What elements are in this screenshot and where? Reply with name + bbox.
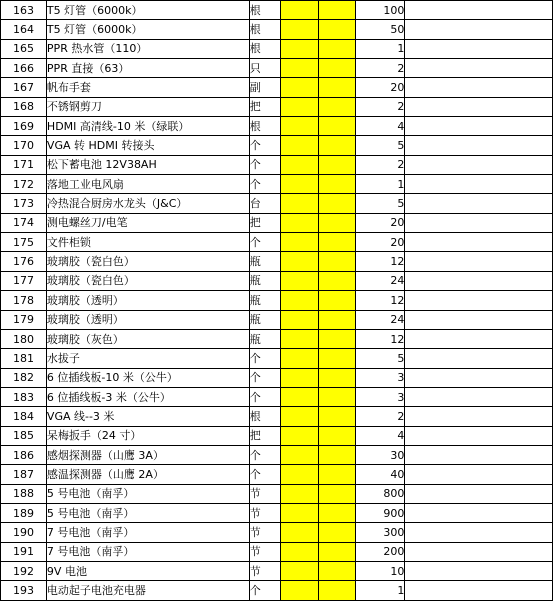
cell-unit-price[interactable] xyxy=(280,233,318,252)
cell-unit[interactable]: 个 xyxy=(249,175,280,194)
table-row xyxy=(1,523,553,542)
cell-remark[interactable] xyxy=(405,194,553,213)
cell-unit-price[interactable] xyxy=(280,252,318,271)
cell-remark[interactable] xyxy=(405,59,553,78)
cell-item-name[interactable]: T5 灯管（6000k） xyxy=(46,20,249,39)
table-row xyxy=(1,581,553,600)
cell-remark[interactable] xyxy=(405,175,553,194)
cell-number[interactable]: 164 xyxy=(1,20,47,39)
cell-number[interactable]: 181 xyxy=(1,349,47,368)
cell-quantity[interactable]: 3 xyxy=(356,387,405,406)
cell-number[interactable]: 170 xyxy=(1,136,47,155)
cell-amount[interactable] xyxy=(318,368,356,387)
table-row xyxy=(1,426,553,445)
cell-amount[interactable] xyxy=(318,561,356,580)
cell-unit-price[interactable] xyxy=(280,329,318,348)
cell-remark[interactable] xyxy=(405,426,553,445)
cell-quantity[interactable]: 2 xyxy=(356,407,405,426)
cell-amount[interactable] xyxy=(318,97,356,116)
cell-number[interactable]: 179 xyxy=(1,310,47,329)
cell-quantity[interactable]: 1 xyxy=(356,175,405,194)
cell-quantity[interactable]: 4 xyxy=(356,117,405,136)
cell-unit-price[interactable] xyxy=(280,465,318,484)
cell-amount[interactable] xyxy=(318,329,356,348)
cell-number[interactable]: 180 xyxy=(1,329,47,348)
cell-unit[interactable]: 个 xyxy=(249,233,280,252)
cell-remark[interactable] xyxy=(405,213,553,232)
cell-item-name[interactable]: 感温探测器（山鹰 2A） xyxy=(46,465,249,484)
table-row xyxy=(1,1,553,20)
cell-item-name[interactable]: 文件柜锁 xyxy=(46,233,249,252)
cell-quantity[interactable]: 12 xyxy=(356,252,405,271)
cell-unit-price[interactable] xyxy=(280,542,318,561)
cell-number[interactable]: 184 xyxy=(1,407,47,426)
cell-quantity[interactable]: 5 xyxy=(356,194,405,213)
cell-remark[interactable] xyxy=(405,407,553,426)
cell-amount[interactable] xyxy=(318,155,356,174)
cell-item-name[interactable]: 5 号电池（南孚） xyxy=(46,503,249,522)
cell-unit[interactable]: 根 xyxy=(249,407,280,426)
cell-unit-price[interactable] xyxy=(280,78,318,97)
cell-unit-price[interactable] xyxy=(280,349,318,368)
cell-quantity[interactable]: 800 xyxy=(356,484,405,503)
cell-amount[interactable] xyxy=(318,20,356,39)
cell-unit[interactable]: 根 xyxy=(249,1,280,20)
cell-unit[interactable]: 把 xyxy=(249,213,280,232)
cell-item-name[interactable]: PPR 热水管（110） xyxy=(46,39,249,58)
cell-amount[interactable] xyxy=(318,445,356,464)
cell-number[interactable]: 187 xyxy=(1,465,47,484)
cell-unit[interactable]: 根 xyxy=(249,39,280,58)
cell-remark[interactable] xyxy=(405,155,553,174)
cell-unit-price[interactable] xyxy=(280,136,318,155)
cell-item-name[interactable]: 松下蓄电池 12V38AH xyxy=(46,155,249,174)
cell-unit[interactable]: 瓶 xyxy=(249,291,280,310)
cell-unit[interactable]: 个 xyxy=(249,349,280,368)
table-row xyxy=(1,59,553,78)
cell-amount[interactable] xyxy=(318,426,356,445)
table-row xyxy=(1,78,553,97)
cell-remark[interactable] xyxy=(405,136,553,155)
cell-unit[interactable]: 根 xyxy=(249,20,280,39)
cell-remark[interactable] xyxy=(405,523,553,542)
cell-amount[interactable] xyxy=(318,194,356,213)
cell-item-name[interactable]: 9V 电池 xyxy=(46,561,249,580)
cell-unit-price[interactable] xyxy=(280,20,318,39)
cell-unit[interactable]: 节 xyxy=(249,484,280,503)
cell-amount[interactable] xyxy=(318,252,356,271)
cell-amount[interactable] xyxy=(318,349,356,368)
cell-remark[interactable] xyxy=(405,368,553,387)
cell-item-name[interactable]: 7 号电池（南孚） xyxy=(46,542,249,561)
cell-quantity[interactable]: 2 xyxy=(356,97,405,116)
cell-quantity[interactable]: 1 xyxy=(356,581,405,600)
cell-number[interactable]: 172 xyxy=(1,175,47,194)
cell-remark[interactable] xyxy=(405,329,553,348)
cell-item-name[interactable]: 感烟探测器（山鹰 3A） xyxy=(46,445,249,464)
cell-unit-price[interactable] xyxy=(280,271,318,290)
cell-item-name[interactable]: 不锈钢剪刀 xyxy=(46,97,249,116)
cell-remark[interactable] xyxy=(405,542,553,561)
cell-quantity[interactable]: 10 xyxy=(356,561,405,580)
cell-remark[interactable] xyxy=(405,39,553,58)
cell-quantity[interactable]: 50 xyxy=(356,20,405,39)
table-row xyxy=(1,407,553,426)
cell-number[interactable]: 178 xyxy=(1,291,47,310)
cell-number[interactable]: 192 xyxy=(1,561,47,580)
cell-unit-price[interactable] xyxy=(280,503,318,522)
cell-unit-price[interactable] xyxy=(280,484,318,503)
cell-unit-price[interactable] xyxy=(280,387,318,406)
table-row xyxy=(1,175,553,194)
cell-item-name[interactable]: 帆布手套 xyxy=(46,78,249,97)
cell-remark[interactable] xyxy=(405,252,553,271)
cell-amount[interactable] xyxy=(318,213,356,232)
cell-unit-price[interactable] xyxy=(280,310,318,329)
cell-remark[interactable] xyxy=(405,117,553,136)
cell-item-name[interactable]: 6 位插线板-3 米（公牛） xyxy=(46,387,249,406)
cell-number[interactable]: 189 xyxy=(1,503,47,522)
cell-unit-price[interactable] xyxy=(280,407,318,426)
cell-quantity[interactable]: 5 xyxy=(356,136,405,155)
cell-remark[interactable] xyxy=(405,20,553,39)
cell-item-name[interactable]: 玻璃胶（灰色） xyxy=(46,329,249,348)
table-row xyxy=(1,484,553,503)
table-row xyxy=(1,368,553,387)
cell-item-name[interactable]: 玻璃胶（透明） xyxy=(46,291,249,310)
table-row xyxy=(1,503,553,522)
cell-unit[interactable]: 瓶 xyxy=(249,271,280,290)
cell-quantity[interactable]: 300 xyxy=(356,523,405,542)
cell-amount[interactable] xyxy=(318,291,356,310)
cell-remark[interactable] xyxy=(405,484,553,503)
table-row xyxy=(1,39,553,58)
cell-amount[interactable] xyxy=(318,503,356,522)
cell-amount[interactable] xyxy=(318,523,356,542)
cell-number[interactable]: 193 xyxy=(1,581,47,600)
cell-remark[interactable] xyxy=(405,97,553,116)
table-row xyxy=(1,136,553,155)
table-row xyxy=(1,117,553,136)
cell-quantity[interactable]: 20 xyxy=(356,78,405,97)
cell-remark[interactable] xyxy=(405,291,553,310)
cell-number[interactable]: 183 xyxy=(1,387,47,406)
cell-unit-price[interactable] xyxy=(280,561,318,580)
cell-item-name[interactable]: VGA 转 HDMI 转接头 xyxy=(46,136,249,155)
cell-quantity[interactable]: 2 xyxy=(356,155,405,174)
cell-item-name[interactable]: PPR 直接（63） xyxy=(46,59,249,78)
cell-quantity[interactable]: 4 xyxy=(356,426,405,445)
cell-quantity[interactable]: 12 xyxy=(356,329,405,348)
cell-quantity[interactable]: 100 xyxy=(356,1,405,20)
cell-quantity[interactable]: 30 xyxy=(356,445,405,464)
cell-number[interactable]: 163 xyxy=(1,1,47,20)
table-row xyxy=(1,329,553,348)
cell-unit-price[interactable] xyxy=(280,445,318,464)
cell-item-name[interactable]: VGA 线--3 米 xyxy=(46,407,249,426)
cell-unit[interactable]: 把 xyxy=(249,426,280,445)
cell-unit-price[interactable] xyxy=(280,368,318,387)
table-row xyxy=(1,542,553,561)
cell-item-name[interactable]: 水拔子 xyxy=(46,349,249,368)
cell-unit[interactable]: 把 xyxy=(249,97,280,116)
table-row xyxy=(1,97,553,116)
table-row xyxy=(1,20,553,39)
table-row xyxy=(1,233,553,252)
cell-unit-price[interactable] xyxy=(280,59,318,78)
table-row xyxy=(1,194,553,213)
cell-quantity[interactable]: 40 xyxy=(356,465,405,484)
cell-unit-price[interactable] xyxy=(280,291,318,310)
cell-unit[interactable]: 个 xyxy=(249,445,280,464)
cell-remark[interactable] xyxy=(405,561,553,580)
cell-quantity[interactable]: 24 xyxy=(356,271,405,290)
cell-amount[interactable] xyxy=(318,407,356,426)
cell-quantity[interactable]: 1 xyxy=(356,39,405,58)
table-row xyxy=(1,445,553,464)
cell-quantity[interactable]: 5 xyxy=(356,349,405,368)
cell-unit[interactable]: 个 xyxy=(249,136,280,155)
cell-amount[interactable] xyxy=(318,484,356,503)
cell-number[interactable]: 174 xyxy=(1,213,47,232)
table-row xyxy=(1,291,553,310)
cell-number[interactable]: 173 xyxy=(1,194,47,213)
cell-unit[interactable]: 瓶 xyxy=(249,252,280,271)
table-row xyxy=(1,271,553,290)
cell-amount[interactable] xyxy=(318,78,356,97)
cell-unit[interactable]: 个 xyxy=(249,368,280,387)
table-row xyxy=(1,310,553,329)
cell-number[interactable]: 186 xyxy=(1,445,47,464)
cell-item-name[interactable]: HDMI 高清线-10 米（绿联） xyxy=(46,117,249,136)
cell-remark[interactable] xyxy=(405,503,553,522)
cell-number[interactable]: 188 xyxy=(1,484,47,503)
cell-unit-price[interactable] xyxy=(280,155,318,174)
cell-amount[interactable] xyxy=(318,1,356,20)
cell-item-name[interactable]: 玻璃胶（瓷白色） xyxy=(46,252,249,271)
cell-unit[interactable]: 个 xyxy=(249,465,280,484)
cell-unit[interactable]: 节 xyxy=(249,561,280,580)
cell-quantity[interactable]: 2 xyxy=(356,59,405,78)
cell-unit-price[interactable] xyxy=(280,1,318,20)
cell-amount[interactable] xyxy=(318,136,356,155)
cell-item-name[interactable]: 落地工业电风扇 xyxy=(46,175,249,194)
cell-unit-price[interactable] xyxy=(280,523,318,542)
cell-item-name[interactable]: 5 号电池（南孚） xyxy=(46,484,249,503)
cell-number[interactable]: 171 xyxy=(1,155,47,174)
cell-remark[interactable] xyxy=(405,445,553,464)
cell-remark[interactable] xyxy=(405,1,553,20)
cell-number[interactable]: 191 xyxy=(1,542,47,561)
cell-unit-price[interactable] xyxy=(280,426,318,445)
cell-unit[interactable]: 节 xyxy=(249,542,280,561)
cell-quantity[interactable]: 20 xyxy=(356,213,405,232)
cell-amount[interactable] xyxy=(318,117,356,136)
table-row xyxy=(1,561,553,580)
cell-unit-price[interactable] xyxy=(280,39,318,58)
cell-amount[interactable] xyxy=(318,387,356,406)
cell-item-name[interactable]: 6 位插线板-10 米（公牛） xyxy=(46,368,249,387)
cell-unit-price[interactable] xyxy=(280,213,318,232)
cell-amount[interactable] xyxy=(318,233,356,252)
cell-item-name[interactable]: 电动起子电池充电器 xyxy=(46,581,249,600)
cell-quantity[interactable]: 12 xyxy=(356,291,405,310)
cell-quantity[interactable]: 3 xyxy=(356,368,405,387)
table-row xyxy=(1,349,553,368)
cell-unit-price[interactable] xyxy=(280,175,318,194)
cell-number[interactable]: 169 xyxy=(1,117,47,136)
table-body xyxy=(1,1,553,601)
cell-quantity[interactable]: 20 xyxy=(356,233,405,252)
cell-unit[interactable]: 个 xyxy=(249,387,280,406)
cell-amount[interactable] xyxy=(318,39,356,58)
cell-number[interactable]: 166 xyxy=(1,59,47,78)
cell-amount[interactable] xyxy=(318,59,356,78)
cell-remark[interactable] xyxy=(405,581,553,600)
cell-item-name[interactable]: 冷热混合厨房水龙头（J&C） xyxy=(46,194,249,213)
cell-remark[interactable] xyxy=(405,387,553,406)
cell-item-name[interactable]: 玻璃胶（瓷白色） xyxy=(46,271,249,290)
table-row xyxy=(1,252,553,271)
cell-item-name[interactable]: 呆梅扳手（24 寸） xyxy=(46,426,249,445)
cell-unit[interactable]: 个 xyxy=(249,155,280,174)
cell-amount[interactable] xyxy=(318,175,356,194)
cell-amount[interactable] xyxy=(318,465,356,484)
cell-amount[interactable] xyxy=(318,542,356,561)
cell-number[interactable]: 168 xyxy=(1,97,47,116)
cell-unit[interactable]: 瓶 xyxy=(249,310,280,329)
cell-remark[interactable] xyxy=(405,271,553,290)
cell-remark[interactable] xyxy=(405,78,553,97)
cell-number[interactable]: 167 xyxy=(1,78,47,97)
table-row xyxy=(1,387,553,406)
cell-number[interactable]: 185 xyxy=(1,426,47,445)
cell-remark[interactable] xyxy=(405,233,553,252)
cell-remark[interactable] xyxy=(405,465,553,484)
cell-unit-price[interactable] xyxy=(280,581,318,600)
cell-unit[interactable]: 个 xyxy=(249,581,280,600)
table-row xyxy=(1,465,553,484)
cell-number[interactable]: 190 xyxy=(1,523,47,542)
cell-unit[interactable]: 瓶 xyxy=(249,329,280,348)
cell-remark[interactable] xyxy=(405,310,553,329)
cell-unit-price[interactable] xyxy=(280,117,318,136)
cell-unit[interactable]: 副 xyxy=(249,78,280,97)
cell-unit[interactable]: 台 xyxy=(249,194,280,213)
cell-unit[interactable]: 节 xyxy=(249,523,280,542)
cell-number[interactable]: 175 xyxy=(1,233,47,252)
cell-item-name[interactable]: 玻璃胶（透明） xyxy=(46,310,249,329)
cell-quantity[interactable]: 200 xyxy=(356,542,405,561)
cell-amount[interactable] xyxy=(318,310,356,329)
cell-number[interactable]: 176 xyxy=(1,252,47,271)
table-row xyxy=(1,155,553,174)
cell-unit[interactable]: 节 xyxy=(249,503,280,522)
cell-quantity[interactable]: 900 xyxy=(356,503,405,522)
cell-number[interactable]: 165 xyxy=(1,39,47,58)
cell-remark[interactable] xyxy=(405,349,553,368)
cell-amount[interactable] xyxy=(318,581,356,600)
cell-item-name[interactable]: T5 灯管（6000k） xyxy=(46,1,249,20)
cell-amount[interactable] xyxy=(318,271,356,290)
cell-unit-price[interactable] xyxy=(280,97,318,116)
table-row xyxy=(1,213,553,232)
cell-unit-price[interactable] xyxy=(280,194,318,213)
cell-unit[interactable]: 只 xyxy=(249,59,280,78)
cell-unit[interactable]: 根 xyxy=(249,117,280,136)
cell-item-name[interactable]: 7 号电池（南孚） xyxy=(46,523,249,542)
cell-quantity[interactable]: 24 xyxy=(356,310,405,329)
cell-item-name[interactable]: 测电螺丝刀/电笔 xyxy=(46,213,249,232)
cell-number[interactable]: 177 xyxy=(1,271,47,290)
cell-number[interactable]: 182 xyxy=(1,368,47,387)
